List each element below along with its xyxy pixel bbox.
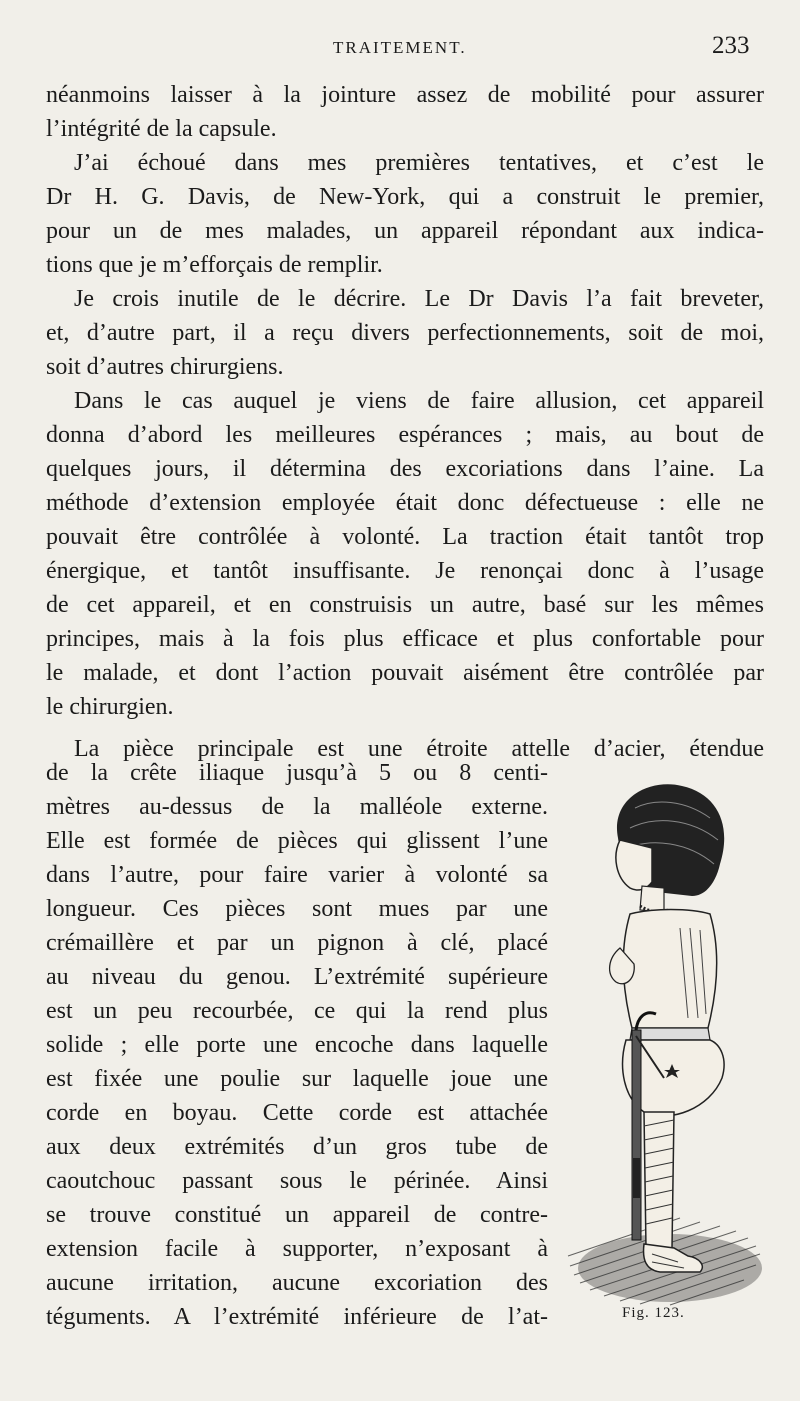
text-line: principes, mais à la fois plus efficace et plus confortable pour — [46, 626, 764, 652]
text-line: dans l’autre, pour faire varier à volonté sa — [46, 862, 548, 888]
text-line: tions que je m’efforçais de remplir. — [46, 252, 383, 278]
text-line: pour un de mes malades, un appareil répondant aux indica- — [46, 218, 764, 244]
text-line: J’ai échoué dans mes premières tentatives, et c’est le — [74, 150, 764, 176]
text-line: se trouve constitué un appareil de contre- — [46, 1202, 548, 1228]
text-line: néanmoins laisser à la jointure assez de mobilité pour assurer — [46, 82, 764, 108]
paragraph-5-continued — [46, 756, 548, 1334]
text-line: est un peu recourbée, ce qui la rend plus — [46, 998, 548, 1024]
text-line: corde en boyau. Cette corde est attachée — [46, 1100, 548, 1126]
text-line: quelques jours, il détermina des excoriations dans l’aine. La — [46, 456, 764, 482]
paragraph-2 — [46, 146, 764, 282]
text-line: est fixée une poulie sur laquelle joue une — [46, 1066, 548, 1092]
text-line: soit d’autres chirurgiens. — [46, 354, 284, 380]
paragraph-1 — [46, 78, 764, 146]
text-line: Je crois inutile de le décrire. Le Dr Davis l’a fait breveter, — [74, 286, 764, 312]
body-text-beside-figure — [46, 756, 548, 1334]
text-line: et, d’autre part, il a reçu divers perfectionnements, soit de moi, — [46, 320, 764, 346]
running-head-title: TRAITEMENT. — [333, 38, 467, 57]
text-line: donna d’abord les meilleures espérances ; mais, au bout de — [46, 422, 764, 448]
text-line: de cet appareil, et en construisis un autre, basé sur les mêmes — [46, 592, 764, 618]
text-line: le chirurgien. — [46, 694, 174, 720]
text-line: pouvait être contrôlée à volonté. La traction était tantôt trop — [46, 524, 764, 550]
text-line: au niveau du genou. L’extrémité supérieure — [46, 964, 548, 990]
text-line: le malade, et dont l’action pouvait aisément être contrôlée par — [46, 660, 764, 686]
body-text-full-width — [46, 78, 764, 766]
paragraph-3 — [46, 282, 764, 384]
text-line: téguments. A l’extrémité inférieure de l’at- — [46, 1304, 548, 1330]
text-line: méthode d’extension employée était donc défectueuse : elle ne — [46, 490, 764, 516]
text-line: La pièce principale est une étroite attelle d’acier, étendue — [74, 736, 764, 762]
child-with-leg-splint-illustration-icon — [560, 778, 772, 1338]
text-line: caoutchouc passant sous le périnée. Ainsi — [46, 1168, 548, 1194]
paragraph-4 — [46, 384, 764, 724]
text-line: longueur. Ces pièces sont mues par une — [46, 896, 548, 922]
text-line: énergique, et tantôt insuffisante. Je renonçai donc à l’usage — [46, 558, 764, 584]
figure-caption: Fig. 123. — [622, 1305, 685, 1321]
text-line: aux deux extrémités d’un gros tube de — [46, 1134, 548, 1160]
text-line: solide ; elle porte une encoche dans laquelle — [46, 1032, 548, 1058]
text-line: crémaillère et par un pignon à clé, placé — [46, 930, 548, 956]
text-line: extension facile à supporter, n’exposant à — [46, 1236, 548, 1262]
text-line: de la crête iliaque jusqu’à 5 ou 8 centi- — [46, 760, 548, 786]
text-line: l’intégrité de la capsule. — [46, 116, 277, 142]
page-number: 233 — [712, 32, 750, 59]
text-line: Dans le cas auquel je viens de faire allusion, cet appareil — [74, 388, 764, 414]
text-line: mètres au-dessus de la malléole externe. — [46, 794, 548, 820]
text-line: aucune irritation, aucune excoriation des — [46, 1270, 548, 1296]
running-head — [0, 32, 800, 74]
text-line: Dr H. G. Davis, de New-York, qui a construit le premier, — [46, 184, 764, 210]
text-line: Elle est formée de pièces qui glissent l’une — [46, 828, 548, 854]
